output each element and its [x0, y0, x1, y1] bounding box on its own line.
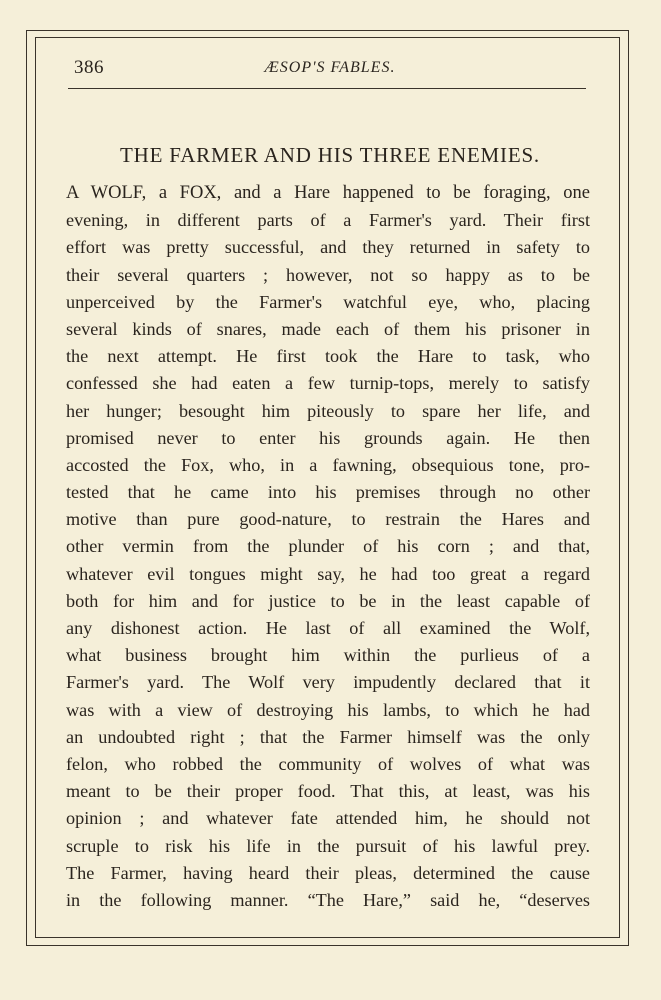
text-line: in the following manner. “The Hare,” said he, “deserves [66, 889, 590, 910]
text-line: accosted the Fox, who, in a fawning, obsequious tone, pro- [66, 454, 590, 475]
text-line: effort was pretty successful, and they returned in safety to [66, 237, 590, 258]
text-line: promised never to enter his grounds again. He then [66, 427, 590, 448]
text-line: A WOLF, a FOX, and a Hare happened to be foraging, one [66, 183, 590, 203]
fable-title: THE FARMER AND HIS THREE ENEMIES. [120, 143, 540, 167]
text-line: scruple to risk his life in the pursuit of his lawful prey. [66, 835, 590, 856]
text-line: tested that he came into his premises through no other [66, 482, 590, 503]
text-line: unperceived by the Farmer's watchful eye, who, placing [66, 291, 590, 312]
text-line: felon, who robbed the community of wolves of what was [66, 753, 590, 774]
text-line: whatever evil tongues might say, he had too great a regard [66, 563, 590, 584]
text-line: her hunger; besought him piteously to spare her life, and [66, 400, 590, 421]
text-line: both for him and for justice to be in the least capable of [66, 590, 590, 611]
page-number: 386 [74, 57, 104, 78]
page-header [66, 55, 594, 81]
text-line: other vermin from the plunder of his corn ; and that, [66, 536, 590, 557]
text-line: the next attempt. He first took the Hare to task, who [66, 346, 590, 367]
text-line: The Farmer, having heard their pleas, determined the cause [66, 862, 590, 883]
text-line: opinion ; and whatever fate attended him, he should not [66, 808, 590, 829]
running-title: ÆSOP'S FABLES. [264, 59, 396, 76]
text-line: an undoubted right ; that the Farmer himself was the only [66, 726, 590, 747]
text-line: was with a view of destroying his lambs, to which he had [66, 699, 590, 720]
text-line: motive than pure good-nature, to restrain the Hares and [66, 509, 590, 530]
text-line: evening, in different parts of a Farmer's yard. Their first [66, 210, 590, 231]
text-line: several kinds of snares, made each of them his prisoner in [66, 318, 590, 339]
text-line: what business brought him within the purlieus of a [66, 645, 590, 666]
text-line: their several quarters ; however, not so happy as to be [66, 264, 590, 285]
header-rule [68, 88, 586, 89]
fable-body [66, 180, 590, 914]
text-line: Farmer's yard. The Wolf very impudently declared that it [66, 672, 590, 693]
text-line: any dishonest action. He last of all examined the Wolf, [66, 618, 590, 638]
text-line: meant to be their proper food. That this, at least, was his [66, 781, 590, 802]
text-line: confessed she had eaten a few turnip-tops, merely to satisfy [66, 373, 590, 394]
